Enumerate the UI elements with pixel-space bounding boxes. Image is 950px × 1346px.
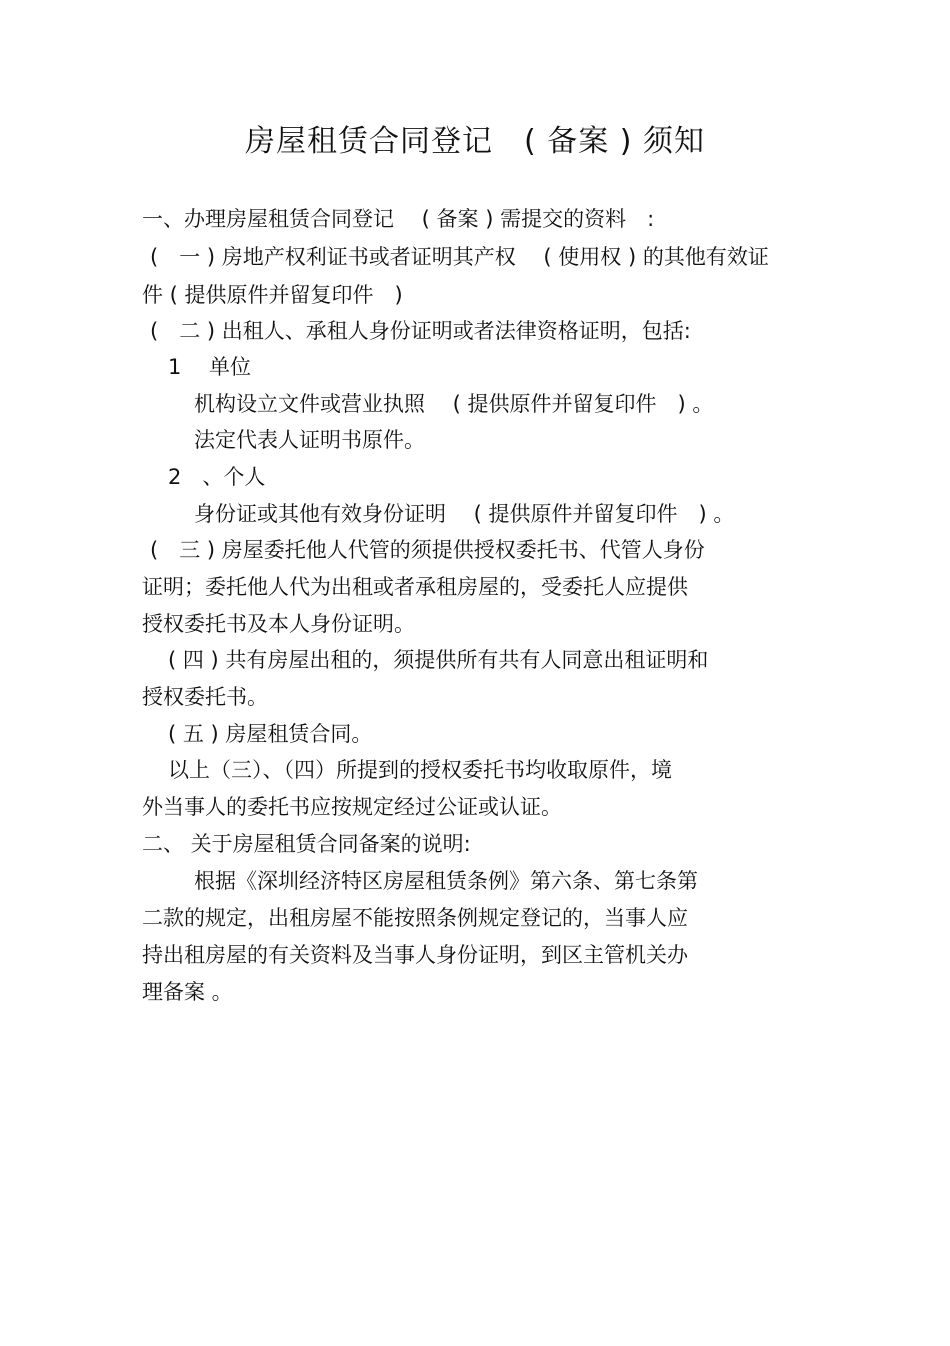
item-4-line-2: 授权委托书。 (142, 685, 268, 709)
item-1-line-1: ( 一 ) 房地产权利证书或者证明其产权 ( 使用权 ) 的其他有效证 (150, 245, 769, 269)
item-4-line-1: ( 四 ) 共有房屋出租的，须提供所有共有人同意出租证明和 (168, 648, 709, 672)
item-3-line-2: 证明；委托他人代为出租或者承租房屋的，受委托人应提供 (142, 575, 688, 599)
subitem-1-line-1: 机构设立文件或营业执照 ( 提供原件并留复印件 ) 。 (194, 392, 714, 416)
document-title: 房屋租赁合同登记 ( 备案 ) 须知 (244, 124, 706, 159)
note-line-2: 外当事人的委托书应按规定经过公证或认证。 (142, 795, 562, 819)
section-2-line-2: 二款的规定，出租房屋不能按照条例规定登记的，当事人应 (142, 906, 688, 930)
item-2-line-1: ( 二 ) 出租人、承租人身份证明或者法律资格证明，包括: (150, 319, 691, 343)
section-2-line-3: 持出租房屋的有关资料及当事人身份证明，到区主管机关办 (142, 943, 688, 967)
section-2-line-1: 根据《深圳经济特区房屋租赁条例》第六条、第七条第 (194, 869, 698, 893)
note-line-1: 以上（三）、（四）所提到的授权委托书均收取原件，境 (168, 758, 672, 782)
item-5-line-1: ( 五 ) 房屋租赁合同。 (168, 722, 373, 746)
item-3-line-1: ( 三 ) 房屋委托他人代管的须提供授权委托书、代管人身份 (150, 538, 705, 562)
section-2-line-4: 理备案 。 (142, 980, 233, 1004)
item-1-line-2: 件 ( 提供原件并留复印件 ) (142, 283, 403, 307)
subitem-1-heading: 1 单位 (168, 355, 252, 379)
subitem-2-line-1: 身份证或其他有效身份证明 ( 提供原件并留复印件 ) 。 (194, 502, 735, 526)
section-1-heading: 一、办理房屋租赁合同登记 ( 备案 ) 需提交的资料 : (142, 207, 655, 231)
subitem-1-line-2: 法定代表人证明书原件。 (194, 428, 425, 452)
item-3-line-3: 授权委托书及本人身份证明。 (142, 612, 415, 636)
section-2-heading: 二、 关于房屋租赁合同备案的说明: (142, 832, 471, 856)
subitem-2-heading: 2 、个人 (168, 465, 266, 489)
